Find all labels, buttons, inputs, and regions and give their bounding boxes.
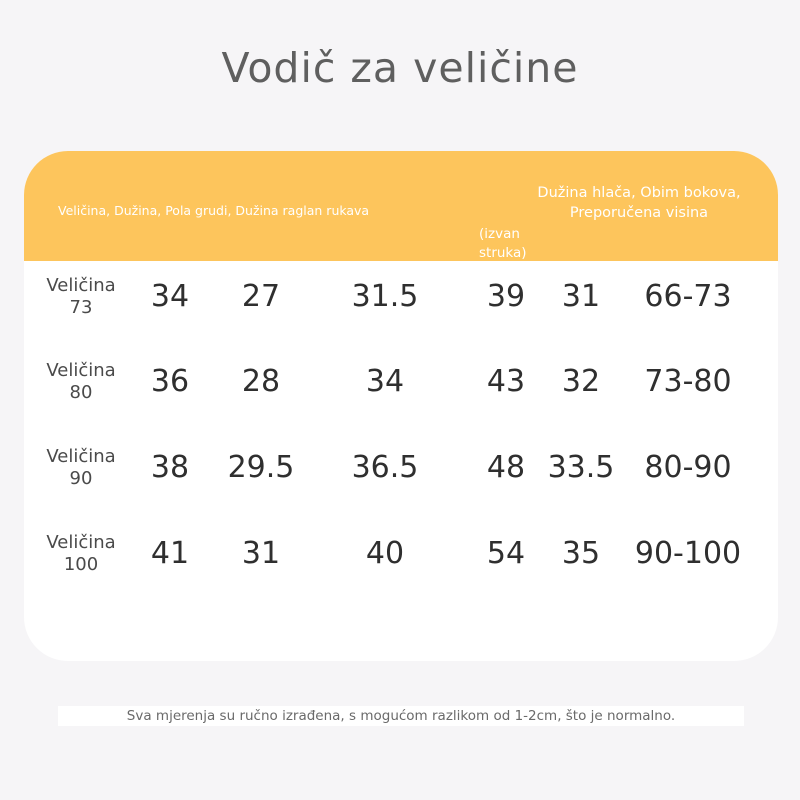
half-chest-value: 28 [241, 364, 281, 399]
header-right-columns [484, 183, 778, 223]
hip-value: 31 [561, 279, 601, 314]
header-left-columns: Veličina, Dužina, Pola grudi, Dužina raglan rukava [58, 203, 370, 218]
size-label: Veličina [46, 275, 116, 296]
length-value: 38 [150, 450, 190, 485]
header-right-line2: Preporučena visina [569, 205, 709, 221]
table-row [24, 440, 778, 510]
size-number: 73 [69, 297, 93, 318]
pants-length-value: 48 [486, 450, 526, 485]
table-row [24, 526, 778, 596]
table-header [24, 151, 778, 261]
sleeve-length-value: 40 [365, 536, 405, 571]
height-value: 80-90 [644, 450, 732, 485]
hip-value: 33.5 [547, 450, 615, 485]
pants-length-value: 43 [486, 364, 526, 399]
height-value: 90-100 [634, 536, 742, 571]
sleeve-length-value: 36.5 [351, 450, 419, 485]
length-value: 41 [150, 536, 190, 571]
page-title: Vodič za veličine [221, 44, 579, 92]
height-value: 73-80 [644, 364, 732, 399]
table-row [24, 269, 778, 339]
size-label: Veličina [46, 532, 116, 553]
size-label: Veličina [46, 446, 116, 467]
pants-length-value: 39 [486, 279, 526, 314]
length-value: 34 [150, 279, 190, 314]
size-table [24, 151, 778, 661]
header-waist-note [479, 225, 549, 263]
header-note-line1: (izvan [479, 226, 520, 242]
half-chest-value: 29.5 [227, 450, 295, 485]
size-number: 90 [69, 468, 93, 489]
size-number: 100 [63, 554, 99, 575]
header-note-line2: struka) [479, 245, 527, 261]
hip-value: 35 [561, 536, 601, 571]
length-value: 36 [150, 364, 190, 399]
size-label: Veličina [46, 360, 116, 381]
height-value: 66-73 [644, 279, 732, 314]
footnote: Sva mjerenja su ručno izrađena, s mogućom razlikom od 1-2cm, što je normalno. [58, 706, 744, 726]
half-chest-value: 31 [241, 536, 281, 571]
sleeve-length-value: 31.5 [351, 279, 419, 314]
size-number: 80 [69, 382, 93, 403]
pants-length-value: 54 [486, 536, 526, 571]
table-row [24, 354, 778, 424]
header-right-line1: Dužina hlača, Obim bokova, [537, 185, 741, 201]
hip-value: 32 [561, 364, 601, 399]
half-chest-value: 27 [241, 279, 281, 314]
sleeve-length-value: 34 [365, 364, 405, 399]
